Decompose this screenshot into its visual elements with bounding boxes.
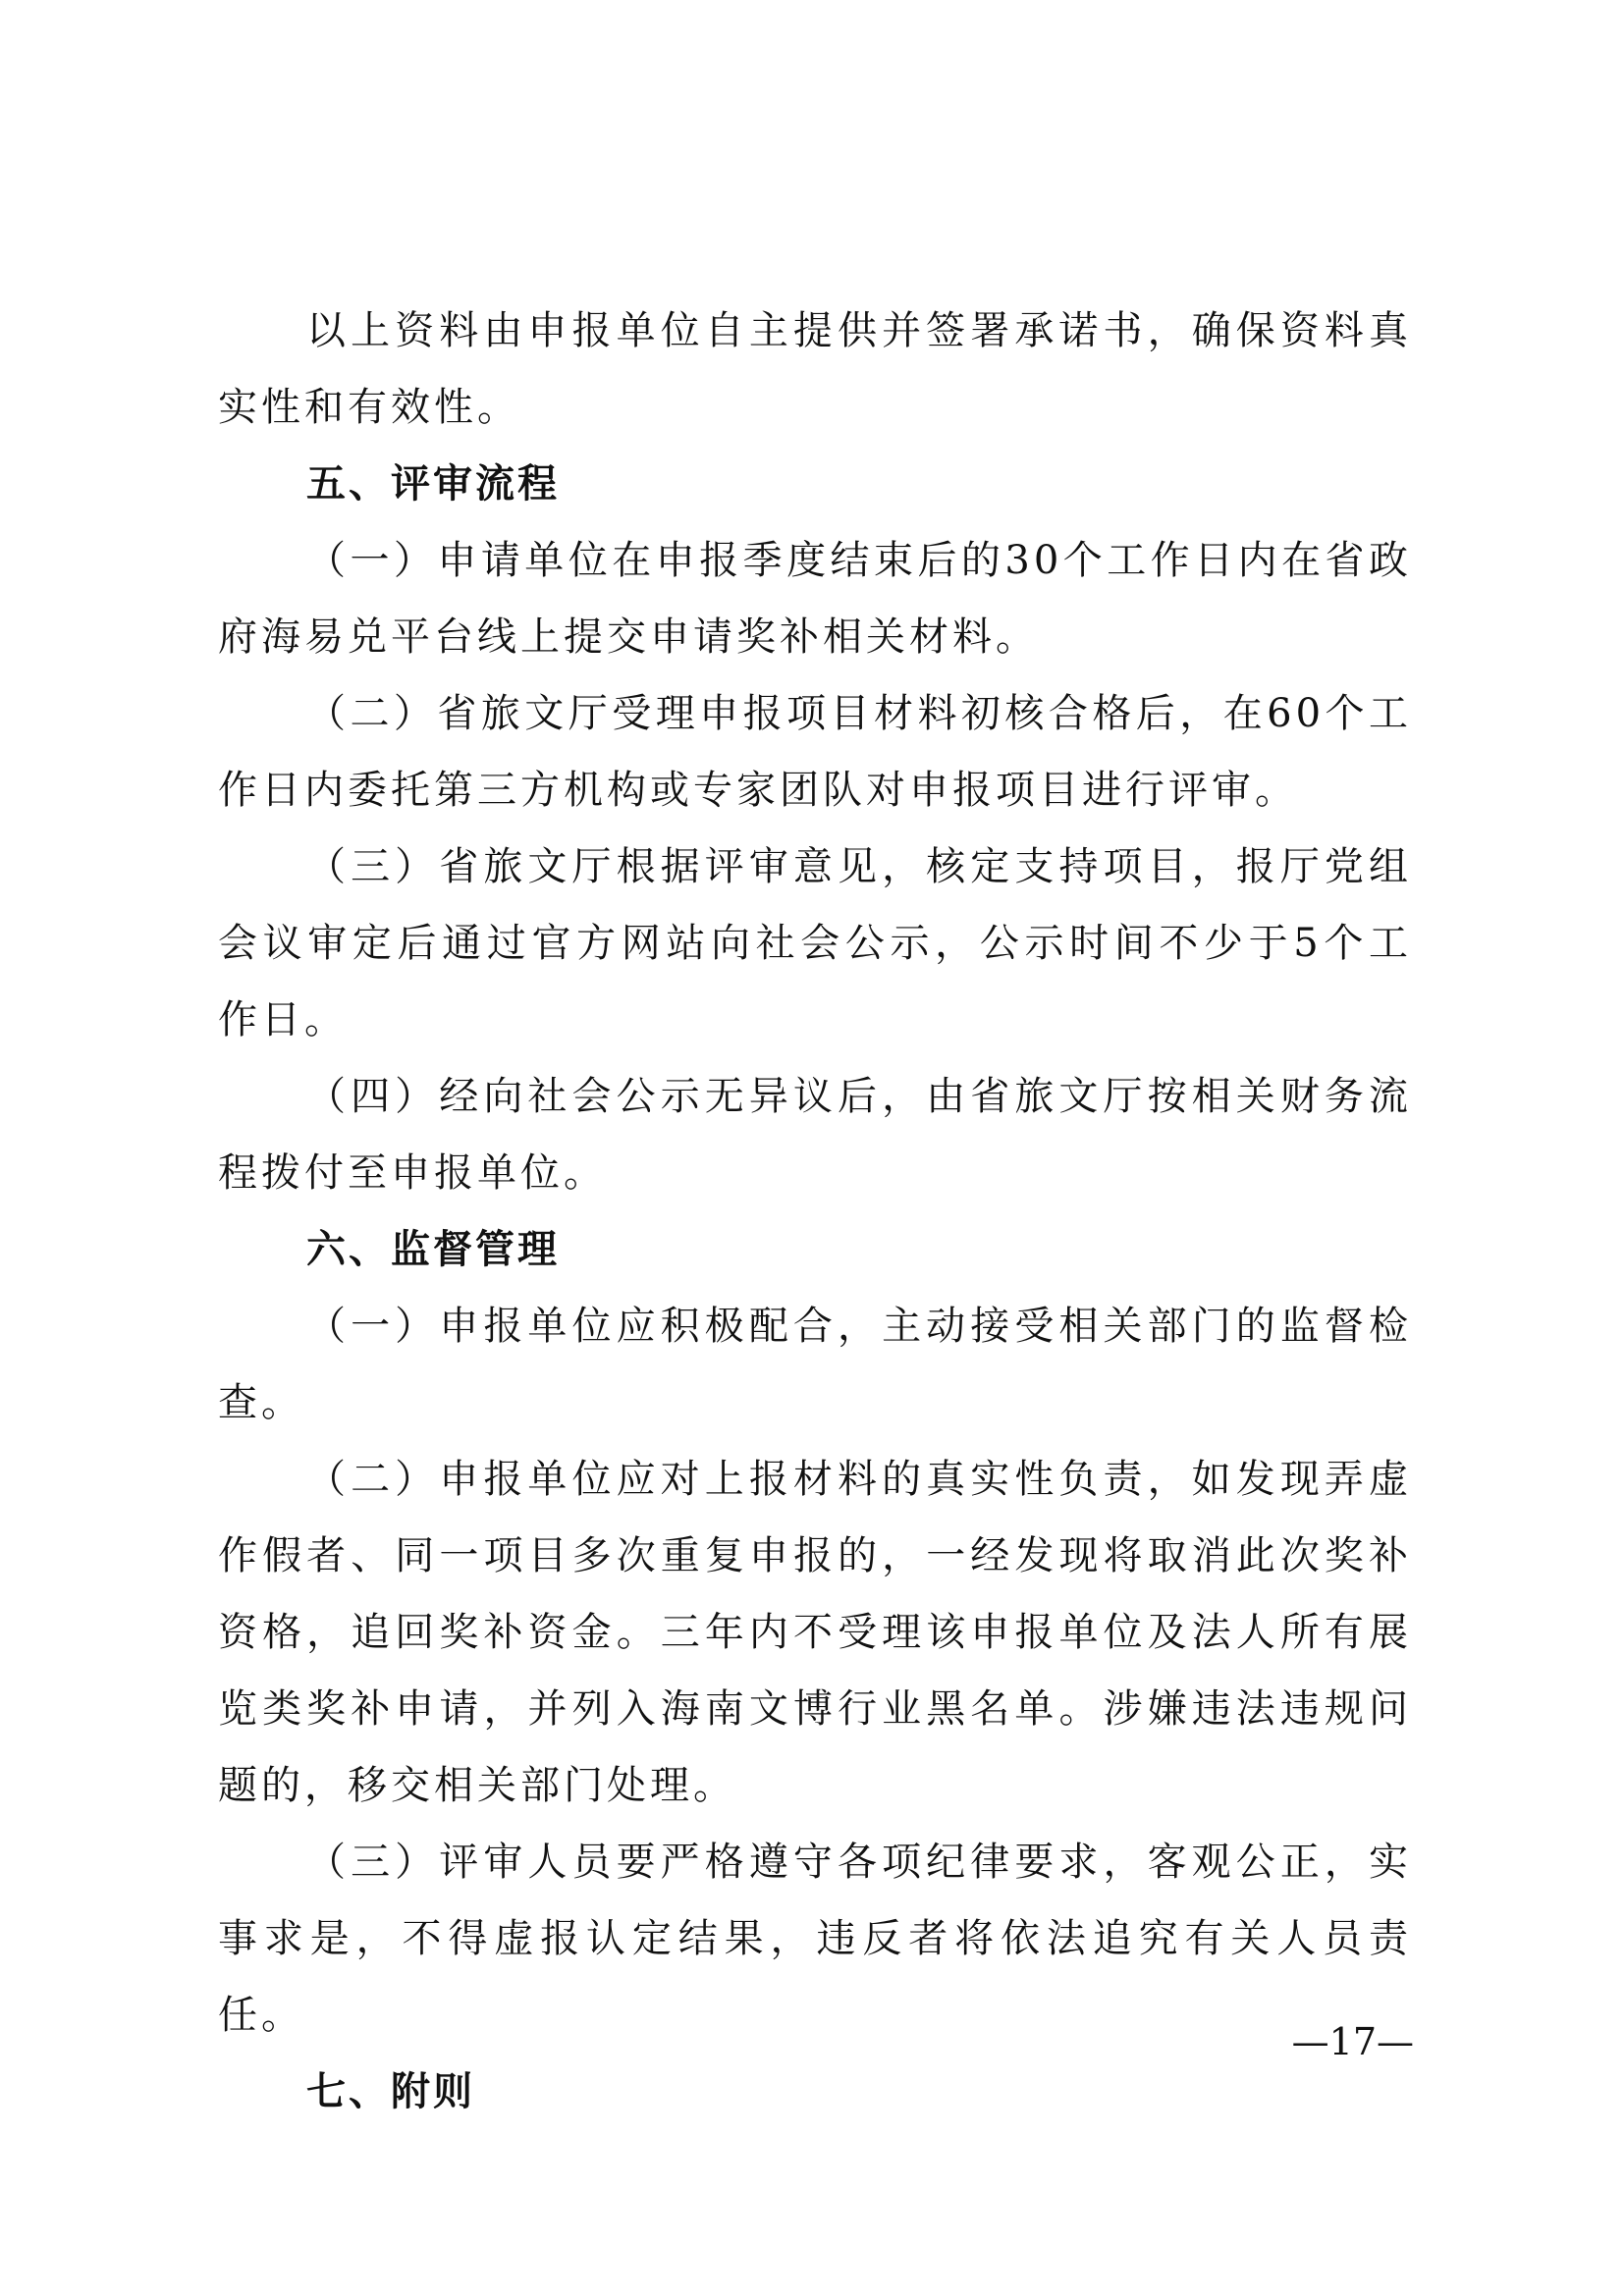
section-heading-supervision: 六、监督管理 [306,1227,560,1272]
paragraph-review-step-2: （二）省旅文厅受理申报项目材料初核合格后，在60个工作日内委托第三方机构或专家团队对申报项目进行评审。 [218,691,1412,813]
paragraph-review-step-3: （三）省旅文厅根据评审意见，核定支持项目，报厅党组会议审定后通过官方网站向社会公示，公示时间不少于5个工作日。 [218,844,1412,1042]
paragraph-supervision-1: （一）申报单位应积极配合，主动接受相关部门的监督检查。 [218,1304,1412,1425]
paragraph-review-step-1: （一）申请单位在申报季度结束后的30个工作日内在省政府海易兑平台线上提交申请奖补相关材料。 [218,538,1412,660]
section-heading-review-process: 五、评审流程 [306,461,560,507]
paragraph-review-step-4: （四）经向社会公示无异议后，由省旅文厅按相关财务流程拨付至申报单位。 [218,1074,1412,1196]
paragraph-materials-commitment: 以上资料由申报单位自主提供并签署承诺书，确保资料真实性和有效性。 [218,308,1412,430]
paragraph-supervision-3: （三）评审人员要严格遵守各项纪律要求，客观公正，实事求是，不得虚报认定结果，违反者将依法追究有关人员责任。 [218,1840,1412,2038]
paragraph-supervision-2: （二）申报单位应对上报材料的真实性负责，如发现弄虚作假者、同一项目多次重复申报的，一经发现将取消此次奖补资格，追回奖补资金。三年内不受理该申报单位及法人所有展览类奖补申请，并列入海南文博行业黑名单。涉嫌违法违规问题的，移交相关部门处理。 [218,1457,1412,1808]
page-number: —17— [1291,2020,1414,2063]
section-heading-supplementary: 七、附则 [306,2069,475,2114]
document-body [218,293,1412,2130]
